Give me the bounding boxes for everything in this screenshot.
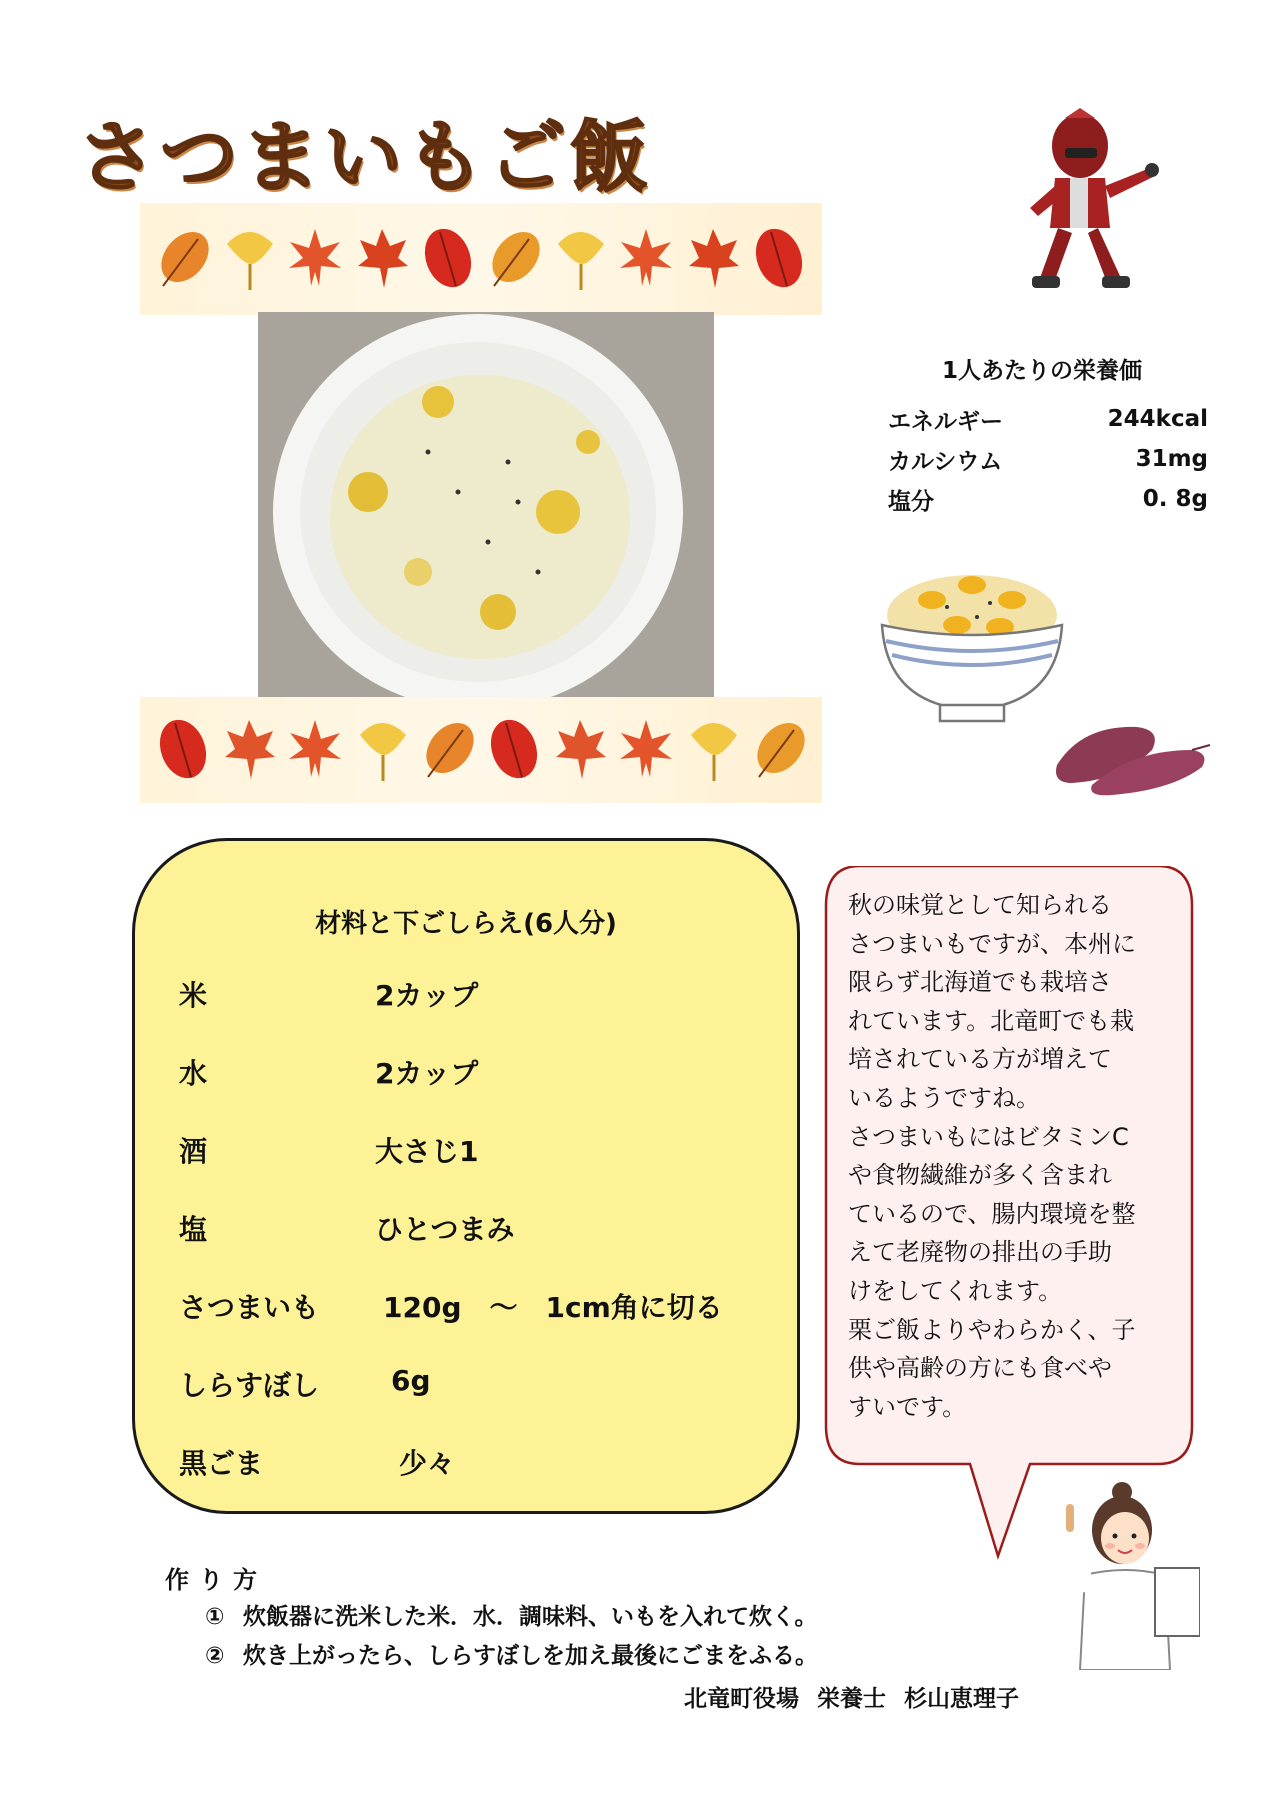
ingredient-name: 酒 [179, 1135, 208, 1168]
nutrition-value: 0. 8g [1142, 486, 1208, 512]
maple-leaf-icon [218, 715, 280, 785]
maple-leaf-icon [351, 224, 413, 294]
credit-office: 北竜町役場 [684, 1686, 799, 1712]
author-credit [684, 1680, 1037, 1713]
nutrition-label: エネルギー [888, 408, 1003, 435]
comment-text: 秋の味覚として知られる さつまいもですが、本州に 限らず北海道でも栽培さ れています。北竜町でも栽 培されている方が増えて いるようですね。 さつまいもにはビタミンC や食物繊維が多く含まれ ているので、腸内環境を整 えて老廃物の排出の手助 けをしてくれます。 栗ご飯よりやわらかく、子 供や高齢の方にも食べや すいです。 [848, 891, 1136, 1421]
ingredients-heading: 材料と下ごしらえ(6人分) [315, 909, 617, 939]
ingredient-amount: ひとつまみ [375, 1213, 515, 1246]
autumn-leaves-border-top [140, 203, 822, 315]
ingredient-name: 塩 [179, 1213, 208, 1246]
method-step [205, 1598, 818, 1631]
red-leaf-icon [417, 224, 479, 294]
nutrition-value: 31mg [1135, 446, 1208, 472]
ingredient-amount: 6g [391, 1364, 431, 1397]
leaf-icon [748, 715, 810, 785]
ingredient-amount: 少々 [399, 1447, 456, 1480]
leaf-icon [483, 224, 545, 294]
nutrition-row-calcium [888, 439, 1208, 479]
ginkgo-leaf-icon [682, 715, 744, 785]
ingredient-amount: 120g ～ 1cm角に切る [383, 1291, 723, 1324]
step-number: ① [205, 1604, 225, 1630]
nutrition-label: カルシウム [888, 448, 1003, 475]
ginkgo-leaf-icon [351, 715, 413, 785]
dish-photo [258, 312, 714, 714]
rice-bowl-illustration [872, 545, 1072, 730]
hero-character-illustration [1010, 108, 1160, 298]
red-leaf-icon [483, 715, 545, 785]
ingredient-name: 水 [179, 1057, 208, 1090]
ginkgo-leaf-icon [218, 224, 280, 294]
step-text: 炊飯器に洗米した米．水．調味料、いもを入れて炊く。 [243, 1604, 818, 1630]
autumn-leaves-border-bottom [140, 697, 822, 803]
ingredient-amount: 大さじ1 [375, 1135, 479, 1168]
maple-leaf-icon [284, 224, 346, 294]
nutrition-facts [888, 352, 1208, 519]
nutrition-heading: 1人あたりの栄養価 [942, 358, 1143, 384]
ingredient-amount: 2カップ [375, 979, 479, 1012]
nutritionist-illustration [1030, 1480, 1200, 1670]
step-text: 炊き上がったら、しらすぼしを加え最後にごまをふる。 [243, 1643, 818, 1669]
nutrition-label: 塩分 [888, 488, 934, 515]
maple-leaf-icon [682, 224, 744, 294]
credit-name: 杉山恵理子 [904, 1686, 1019, 1712]
ingredient-name: さつまいも [179, 1291, 320, 1324]
ginkgo-leaf-icon [549, 224, 611, 294]
ingredient-name: 黒ごま [179, 1447, 264, 1480]
red-leaf-icon [748, 224, 810, 294]
nutrition-row-energy [888, 399, 1208, 439]
nutrition-row-salt [888, 479, 1208, 519]
maple-leaf-icon [549, 715, 611, 785]
ingredients-box [132, 838, 800, 1514]
method-step [205, 1637, 818, 1670]
ingredient-name: しらすぼし [179, 1369, 320, 1402]
leaf-icon [417, 715, 479, 785]
sweet-potato-illustration [1052, 705, 1212, 800]
maple-leaf-icon [615, 715, 677, 785]
step-number: ② [205, 1643, 225, 1669]
page-title: さつまいもご飯 [78, 113, 653, 203]
comment-speech-bubble [820, 866, 1198, 1566]
maple-leaf-icon [284, 715, 346, 785]
credit-role: 栄養士 [817, 1686, 886, 1712]
ingredient-amount: 2カップ [375, 1057, 479, 1090]
method-heading: 作り方 [165, 1566, 267, 1594]
nutrition-value: 244kcal [1107, 406, 1208, 432]
leaf-icon [152, 224, 214, 294]
ingredient-name: 米 [179, 979, 208, 1012]
maple-leaf-icon [615, 224, 677, 294]
red-leaf-icon [152, 715, 214, 785]
